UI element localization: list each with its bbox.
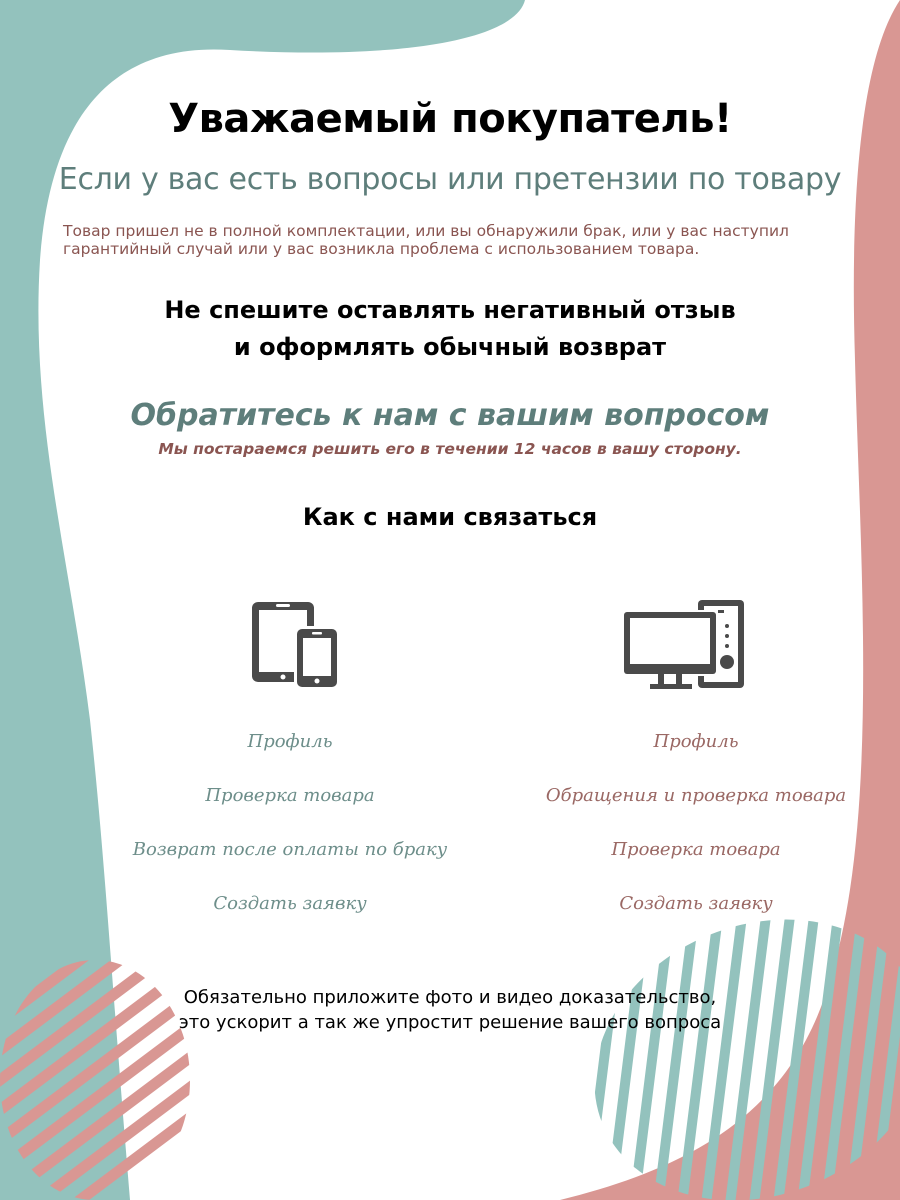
desktop-item-appeals: Обращения и проверка товара: [545, 785, 847, 806]
mobile-devices-icon: [248, 598, 342, 692]
desktop-item-create-request: Создать заявку: [619, 893, 773, 914]
footer-note: [0, 985, 900, 1035]
mobile-item-profile: Профиль: [247, 731, 333, 752]
warning-line-2: и оформлять обычный возврат: [233, 333, 667, 361]
desktop-item-profile: Профиль: [653, 731, 739, 752]
warning-line-1: Не спешите оставлять негативный отзыв: [164, 296, 736, 324]
footer-line-1: Обязательно приложите фото и видео доказательство,: [183, 987, 717, 1008]
mobile-item-return: Возврат после оплаты по браку: [132, 839, 448, 860]
contact-heading: Обратитесь к нам с вашим вопросом: [130, 398, 770, 433]
page-subtitle: Если у вас есть вопросы или претензии по товару: [58, 162, 842, 197]
page-title: Уважаемый покупатель!: [168, 96, 732, 142]
problem-description: Товар пришел не в полной комплектации, или вы обнаружили брак, или у вас наступил гарантийный случай или у вас возникла проблема с использованием товара.: [63, 222, 789, 258]
mobile-item-create-request: Создать заявку: [213, 893, 367, 914]
contact-note: Мы постараемся решить его в течении 12 часов в вашу сторону.: [158, 440, 742, 458]
desktop-computer-icon: [622, 598, 746, 692]
desktop-item-check: Проверка товара: [611, 839, 781, 860]
how-to-contact-heading: Как с нами связаться: [302, 503, 598, 531]
warning-block: [0, 292, 900, 366]
footer-line-2: это ускорит а так же упростит решение вашего вопроса: [178, 1012, 722, 1033]
mobile-item-check: Проверка товара: [205, 785, 375, 806]
